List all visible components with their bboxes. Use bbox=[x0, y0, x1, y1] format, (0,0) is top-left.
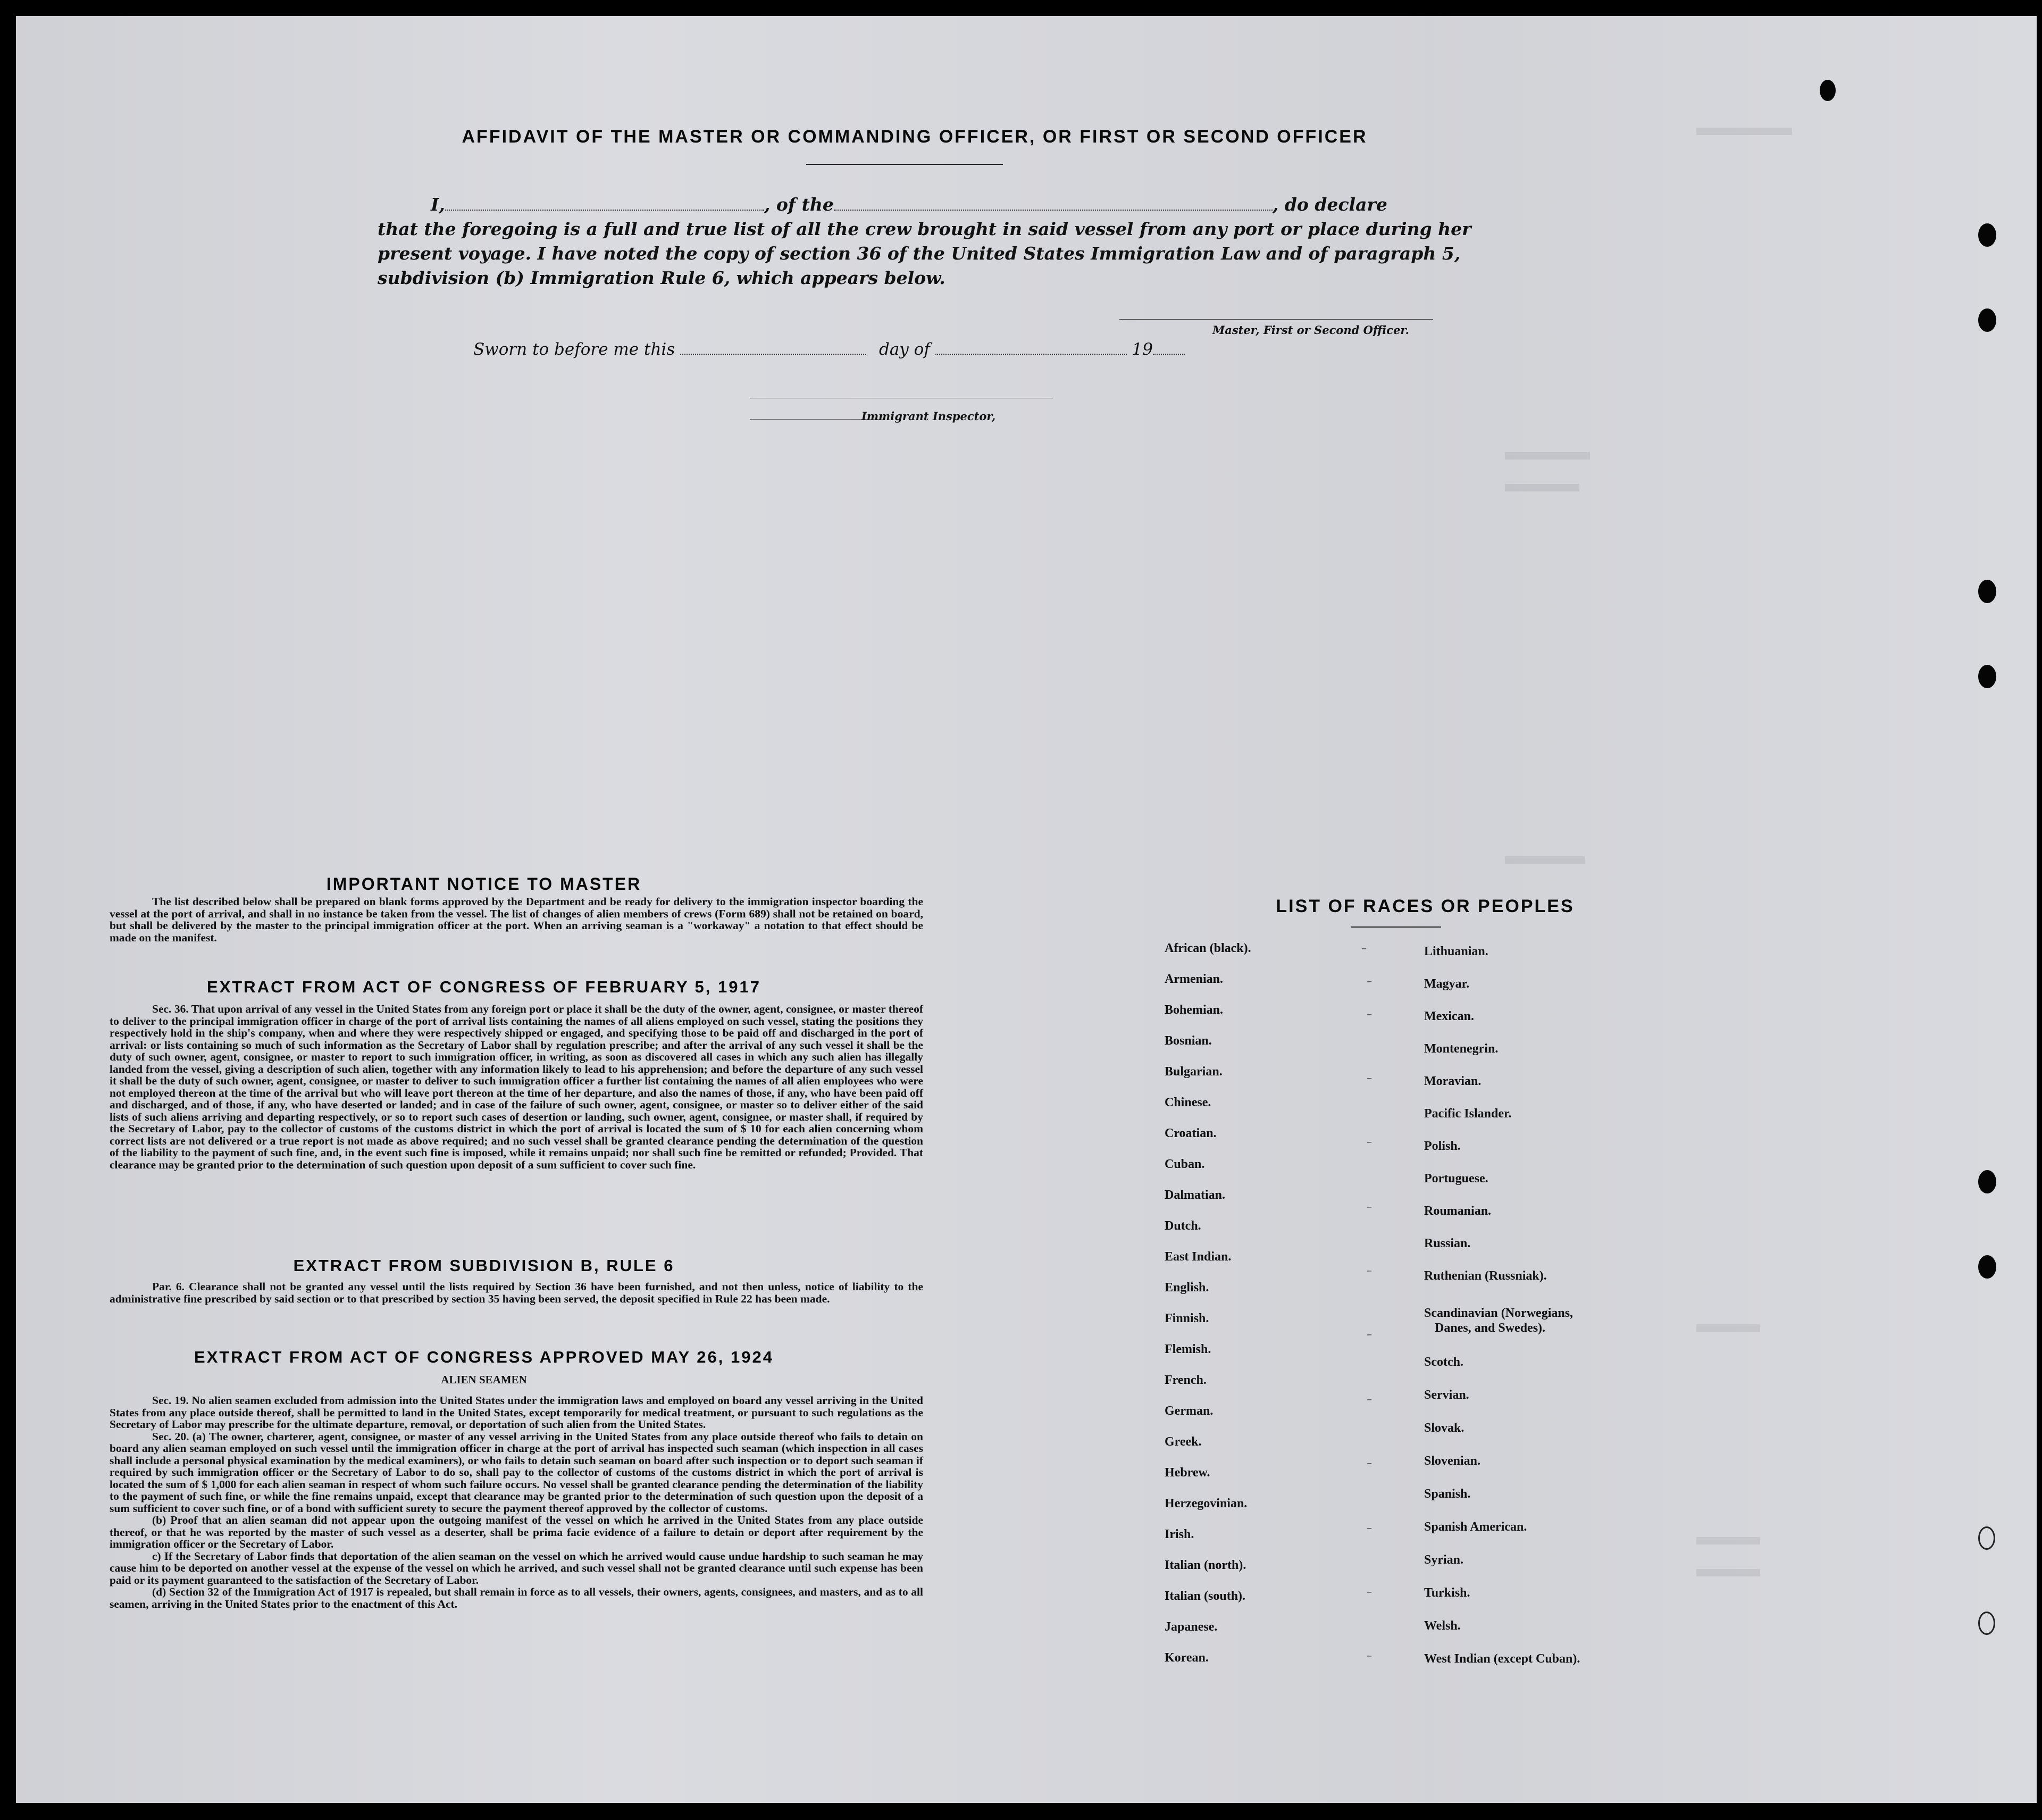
affidavit-statement bbox=[378, 193, 1471, 290]
race-item: East Indian. bbox=[1165, 1250, 1232, 1264]
column-divider-mark: – bbox=[1367, 1328, 1372, 1340]
alien-seamen-subtitle: ALIEN SEAMEN bbox=[441, 1373, 527, 1386]
bleed-through bbox=[1505, 452, 1590, 460]
vessel-blank bbox=[834, 195, 1273, 211]
bleed-through bbox=[1505, 856, 1585, 864]
notice-body bbox=[110, 896, 923, 944]
extract-1917-body bbox=[110, 1003, 923, 1171]
race-item: Herzegovinian. bbox=[1165, 1497, 1248, 1510]
binder-hole bbox=[1978, 1612, 1995, 1635]
sworn-text: Sworn to before me this bbox=[473, 340, 675, 359]
race-item: English. bbox=[1165, 1281, 1209, 1295]
race-item: Irish. bbox=[1165, 1527, 1194, 1541]
race-item: Scandinavian (Norwegians, bbox=[1424, 1306, 1574, 1320]
race-item: Moravian. bbox=[1424, 1074, 1482, 1088]
bleed-through bbox=[1696, 1569, 1760, 1576]
races-underline bbox=[1351, 926, 1441, 928]
race-item: Dutch. bbox=[1165, 1219, 1201, 1233]
race-item: West Indian (except Cuban). bbox=[1424, 1652, 1580, 1666]
race-item: Bohemian. bbox=[1165, 1003, 1224, 1017]
binder-hole bbox=[1978, 308, 1996, 332]
races-title: LIST OF RACES OR PEOPLES bbox=[1276, 896, 1575, 916]
notice-paragraph: The list described below shall be prepared on blank forms approved by the Department and be ready for delivery to the immigration inspector boarding the vessel at the port of arrival, and shall in no instance be taken from the vessel. The list of changes of alien members of crews (Form 689) shall not be retained on board, but shall be delivered by the master to the principal immigration officer at the port. When an arriving seaman is a "workaway" a notation to that effect should be made on the manifest. bbox=[110, 895, 923, 944]
column-divider-mark: – bbox=[1367, 1071, 1372, 1084]
race-item: Greek. bbox=[1165, 1435, 1202, 1449]
race-item: Bosnian. bbox=[1165, 1034, 1212, 1048]
race-item: Welsh. bbox=[1424, 1619, 1461, 1633]
race-item: Chinese. bbox=[1165, 1096, 1211, 1109]
bleed-through bbox=[1696, 1537, 1760, 1545]
race-item: Bulgarian. bbox=[1165, 1065, 1223, 1079]
race-item: Pacific Islander. bbox=[1424, 1107, 1512, 1121]
binder-hole bbox=[1978, 223, 1996, 247]
paragraph-6: Par. 6. Clearance shall not be granted any vessel until the lists required by Section 36 have been furnished, and not then unless, notice of liability to the administrative fine prescribed by said section or to that prescribed by section 35 having been served, the deposit specified in Rule 22 has been made. bbox=[110, 1280, 923, 1305]
title-underline bbox=[806, 164, 1003, 165]
extract-1917-title: EXTRACT FROM ACT OF CONGRESS OF FEBRUARY 5, 1917 bbox=[207, 978, 761, 996]
race-item: Polish. bbox=[1424, 1139, 1461, 1153]
race-item: Roumanian. bbox=[1424, 1204, 1492, 1218]
race-item: Magyar. bbox=[1424, 977, 1470, 991]
binder-hole bbox=[1978, 580, 1996, 603]
section-20c-paragraph: c) If the Secretary of Labor finds that deportation of the alien seaman on the vessel on which he arrived would cause undue hardship to such seaman he may cause him to be deported on another vessel at the expense of the vessel on which he arrived, and such vessel shall not be granted clearance until such expense has been paid or its payment guaranteed to the satisfaction of the Secretary of Labor. bbox=[110, 1549, 923, 1587]
race-item: Russian. bbox=[1424, 1237, 1471, 1250]
race-item: Mexican. bbox=[1424, 1009, 1474, 1023]
race-item: Ruthenian (Russniak). bbox=[1424, 1269, 1547, 1283]
race-item: Syrian. bbox=[1424, 1553, 1464, 1567]
affidavit-line-3: present voyage. I have noted the copy of section 36 of the United States Immigration Law and of paragraph 5, bbox=[378, 243, 1461, 264]
day-of-text: day of bbox=[878, 340, 930, 359]
name-blank bbox=[445, 195, 764, 211]
column-divider-mark: – bbox=[1367, 1521, 1372, 1534]
affidavit-declare: , do declare bbox=[1272, 194, 1387, 215]
notice-title: IMPORTANT NOTICE TO MASTER bbox=[326, 874, 642, 894]
race-item: Montenegrin. bbox=[1424, 1042, 1499, 1056]
race-item: Portuguese. bbox=[1424, 1172, 1488, 1185]
section-20a-paragraph: Sec. 20. (a) The owner, charterer, agent, consignee, or master of any vessel arriving in the United States from any place outside thereof who fails to detain on board any alien seaman employed on such vessel until the immigration officer in charge at the port of arrival has inspected such seaman (which inspection in all cases shall include a personal physical examination by the medical examiners), or who fails to detain such seaman on board after such inspection or to deport such seaman if required by such immigration officer or the Secretary of Labor to do so, shall pay to the collector of customs of the customs district in which the port of arrival is located the sum of $ 1,000 for each alien seaman in respect of whom such failure occurs. No vessel shall be granted clearance pending the determination of the liability to the payment of such fine, or while the fine remains unpaid, except that clearance may be granted prior to the determination of such question upon the deposit of a sum sufficient to cover such fine, or of a bond with sufficient surety to secure the payment thereof approved by the collector of customs. bbox=[110, 1430, 923, 1515]
race-item: Italian (north). bbox=[1165, 1558, 1246, 1572]
race-item: Slovenian. bbox=[1424, 1454, 1481, 1468]
race-item: African (black). bbox=[1165, 941, 1251, 955]
sworn-day-blank bbox=[680, 343, 866, 355]
year-prefix: 19 bbox=[1132, 340, 1153, 359]
section-36-paragraph: Sec. 36. That upon arrival of any vessel in the United States from any foreign port or place it shall be the duty of the owner, agent, consignee, or master thereof to deliver to the principal immigration officer in charge of the port of arrival lists containing the names of all aliens employed on such vessel, stating the positions they respectively hold in the ship's company, when and where they were respectively shipped or engaged, and specifying those to be paid off and discharged in the port of arrival: or lists containing so much of such information as the Secretary of Labor shall by regulation prescribe; and after the arrival of any such vessel it shall be the duty of such owner, agent, consignee, or master to report to such immigration officer, in writing, as soon as discovered all cases in which any such alien has illegally landed from the vessel, giving a description of such alien, together with any information likely to lead to his apprehension; and before the departure of any such vessel it shall be the duty of such owner, agent, consignee, or master to deliver to such immigration officer a further list containing the names of all alien employees who were not employed thereon at the time of the arrival but who will leave port thereon at the time of her departure, and also the names of those, if any, who have been paid off and discharged, and of those, if any, who have deserted or landed; and in case of the failure of such owner, agent, consignee, or master so to deliver either of the said lists of such aliens arriving and departing respectively, or so to report such cases of desertion or landing, such owner, agent, consignee, or master shall, if required by the Secretary of Labor, pay to the collector of customs of the customs district in which the port of arrival is located the sum of $ 10 for each alien concerning whom correct lists are not delivered or a true report is not made as above required; and no such vessel shall be granted clearance pending the determination of the question of the liability to the payment of such fine, and, in the event such fine is imposed, while it remains unpaid; nor shall such fine be remitted or refunded; Provided. That clearance may be granted prior to the determination of such question upon deposit of a sum sufficient to cover such fine. bbox=[110, 1003, 923, 1171]
column-divider-mark: – bbox=[1367, 1456, 1372, 1469]
master-signature-label: Master, First or Second Officer. bbox=[1212, 323, 1409, 337]
race-item: Spanish. bbox=[1424, 1487, 1471, 1501]
race-item: French. bbox=[1165, 1373, 1207, 1387]
column-divider-mark: – bbox=[1367, 974, 1372, 987]
year-blank bbox=[1153, 343, 1185, 355]
race-item: Slovak. bbox=[1424, 1421, 1464, 1435]
race-item: Japanese. bbox=[1165, 1620, 1218, 1634]
binder-hole bbox=[1978, 665, 1996, 688]
section-19-paragraph: Sec. 19. No alien seamen excluded from admission into the United States under the immigration laws and employed on board any vessel arriving in the United States from any place outside thereof, shall be permitted to land in the United States, except temporarily for medical treatment, or pursuant to such regulations as the Secretary of Labor may prescribe for the ultimate departure, removal, or deportation of such alien from the United States. bbox=[110, 1394, 923, 1431]
race-item: Korean. bbox=[1165, 1651, 1209, 1665]
column-divider-mark: – bbox=[1367, 1649, 1372, 1662]
section-20d-paragraph: (d) Section 32 of the Immigration Act of 1917 is repealed, but shall remain in force as to all vessels, their owners, agents, consignees, and masters, and as to all seamen, arriving in the United States prior to the enactment of this Act. bbox=[110, 1585, 923, 1610]
race-item: Croatian. bbox=[1165, 1126, 1217, 1140]
race-item: Spanish American. bbox=[1424, 1520, 1527, 1534]
column-divider-mark: – bbox=[1367, 1200, 1372, 1213]
master-signature-line bbox=[1119, 319, 1433, 320]
subdivision-b-title: EXTRACT FROM SUBDIVISION B, RULE 6 bbox=[293, 1256, 675, 1275]
race-item: Lithuanian. bbox=[1424, 945, 1488, 958]
column-divider-mark: – bbox=[1367, 1585, 1372, 1598]
sworn-line bbox=[473, 337, 1185, 362]
bleed-through bbox=[1696, 128, 1792, 135]
race-item: Scotch. bbox=[1424, 1355, 1463, 1369]
race-item: Turkish. bbox=[1424, 1586, 1470, 1600]
affidavit-of-the: , of the bbox=[764, 194, 834, 215]
column-divider-mark: – bbox=[1367, 1392, 1372, 1405]
race-item: Hebrew. bbox=[1165, 1466, 1210, 1480]
affidavit-line-2: that the foregoing is a full and true list of all the crew brought in said vessel from any port or place during her bbox=[378, 219, 1471, 239]
binder-hole bbox=[1978, 1170, 1996, 1193]
bleed-through bbox=[1505, 484, 1579, 491]
race-item: Servian. bbox=[1424, 1388, 1469, 1402]
race-item: Italian (south). bbox=[1165, 1589, 1246, 1603]
document-page bbox=[16, 16, 2037, 1803]
section-20b-paragraph: (b) Proof that an alien seaman did not appear upon the outgoing manifest of the vessel on which he arrived in the United States from any place outside thereof, or that he was reported by the master of such vessel as a deserter, shall be prima facie evidence of a failure to detain or deport after requirement by the immigration officer or the Secretary of Labor. bbox=[110, 1514, 923, 1550]
affidavit-i: I, bbox=[431, 194, 445, 215]
binder-hole bbox=[1978, 1526, 1995, 1550]
column-divider-mark: – bbox=[1367, 1007, 1372, 1020]
race-item: Flemish. bbox=[1165, 1342, 1211, 1356]
extract-1924-title: EXTRACT FROM ACT OF CONGRESS APPROVED MAY 26, 1924 bbox=[194, 1348, 774, 1366]
race-item-continuation: Danes, and Swedes). bbox=[1435, 1321, 1546, 1335]
race-item: Armenian. bbox=[1165, 972, 1223, 986]
race-item: Cuban. bbox=[1165, 1157, 1205, 1171]
extract-1924-body bbox=[110, 1395, 923, 1610]
column-divider-mark: – bbox=[1367, 1264, 1372, 1276]
race-item: Dalmatian. bbox=[1165, 1188, 1225, 1202]
bleed-through bbox=[1696, 1324, 1760, 1332]
affidavit-title: AFFIDAVIT OF THE MASTER OR COMMANDING OFFICER, OR FIRST OR SECOND OFFICER bbox=[462, 127, 1368, 147]
column-divider-mark: – bbox=[1367, 1135, 1372, 1148]
affidavit-line-4: subdivision (b) Immigration Rule 6, which appears below. bbox=[378, 268, 945, 288]
column-divider-mark: – bbox=[1361, 941, 1367, 954]
binder-hole bbox=[1820, 80, 1836, 101]
inspector-label: Immigrant Inspector, bbox=[861, 410, 996, 423]
race-item: Finnish. bbox=[1165, 1312, 1209, 1325]
month-blank bbox=[935, 343, 1127, 355]
subdivision-b-body bbox=[110, 1281, 923, 1305]
binder-hole bbox=[1978, 1255, 1996, 1279]
race-item: German. bbox=[1165, 1404, 1214, 1418]
